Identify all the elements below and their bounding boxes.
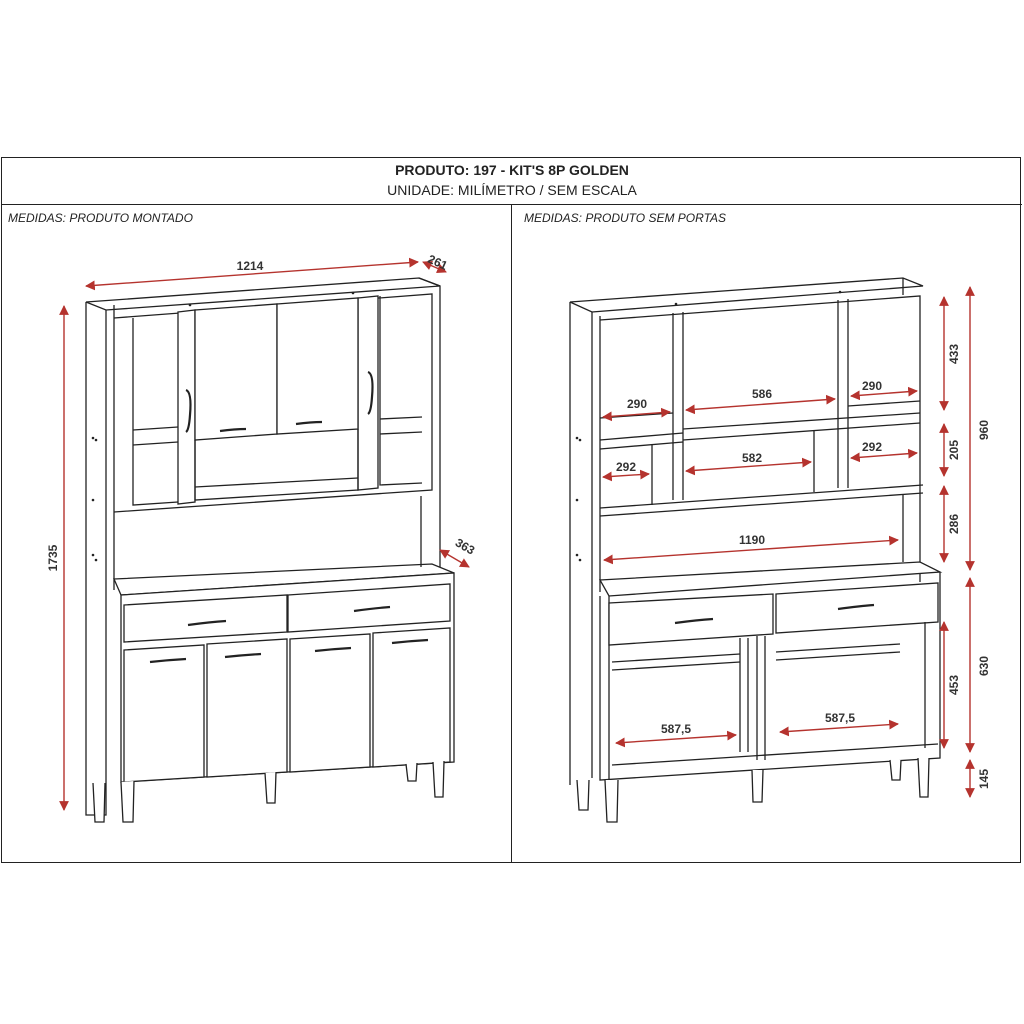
dim-mid-center: 582 [741,451,763,465]
assembled-cabinet [86,278,454,822]
dim-upper-right: 290 [861,379,883,393]
dim-960: 960 [977,419,991,441]
dim-630: 630 [977,655,991,677]
dim-mid-right: 292 [861,440,883,454]
left-section-label: MEDIDAS: PRODUTO MONTADO [8,211,193,225]
dim-upper-left: 290 [626,397,648,411]
dim-counter-width: 1190 [738,533,766,547]
dim-433: 433 [947,343,961,365]
dim-height: 1735 [46,544,60,572]
dim-mid-left: 292 [615,460,637,474]
dim-upper-center: 586 [751,387,773,401]
dim-width: 1214 [236,259,264,273]
unit-note: UNIDADE: MILÍMETRO / SEM ESCALA [387,182,637,198]
dim-286: 286 [947,513,961,535]
dim-lower-right: 587,5 [824,711,856,725]
product-title: PRODUTO: 197 - KIT'S 8P GOLDEN [395,162,629,178]
right-dimension-lines [603,287,970,797]
right-section-label: MEDIDAS: PRODUTO SEM PORTAS [524,211,727,225]
dim-top-depth: 261 [425,251,450,273]
dim-145: 145 [977,768,991,790]
dim-205: 205 [947,439,961,461]
dim-lower-left: 587,5 [660,722,692,736]
dim-counter-depth: 363 [452,535,478,558]
dim-453: 453 [947,674,961,696]
